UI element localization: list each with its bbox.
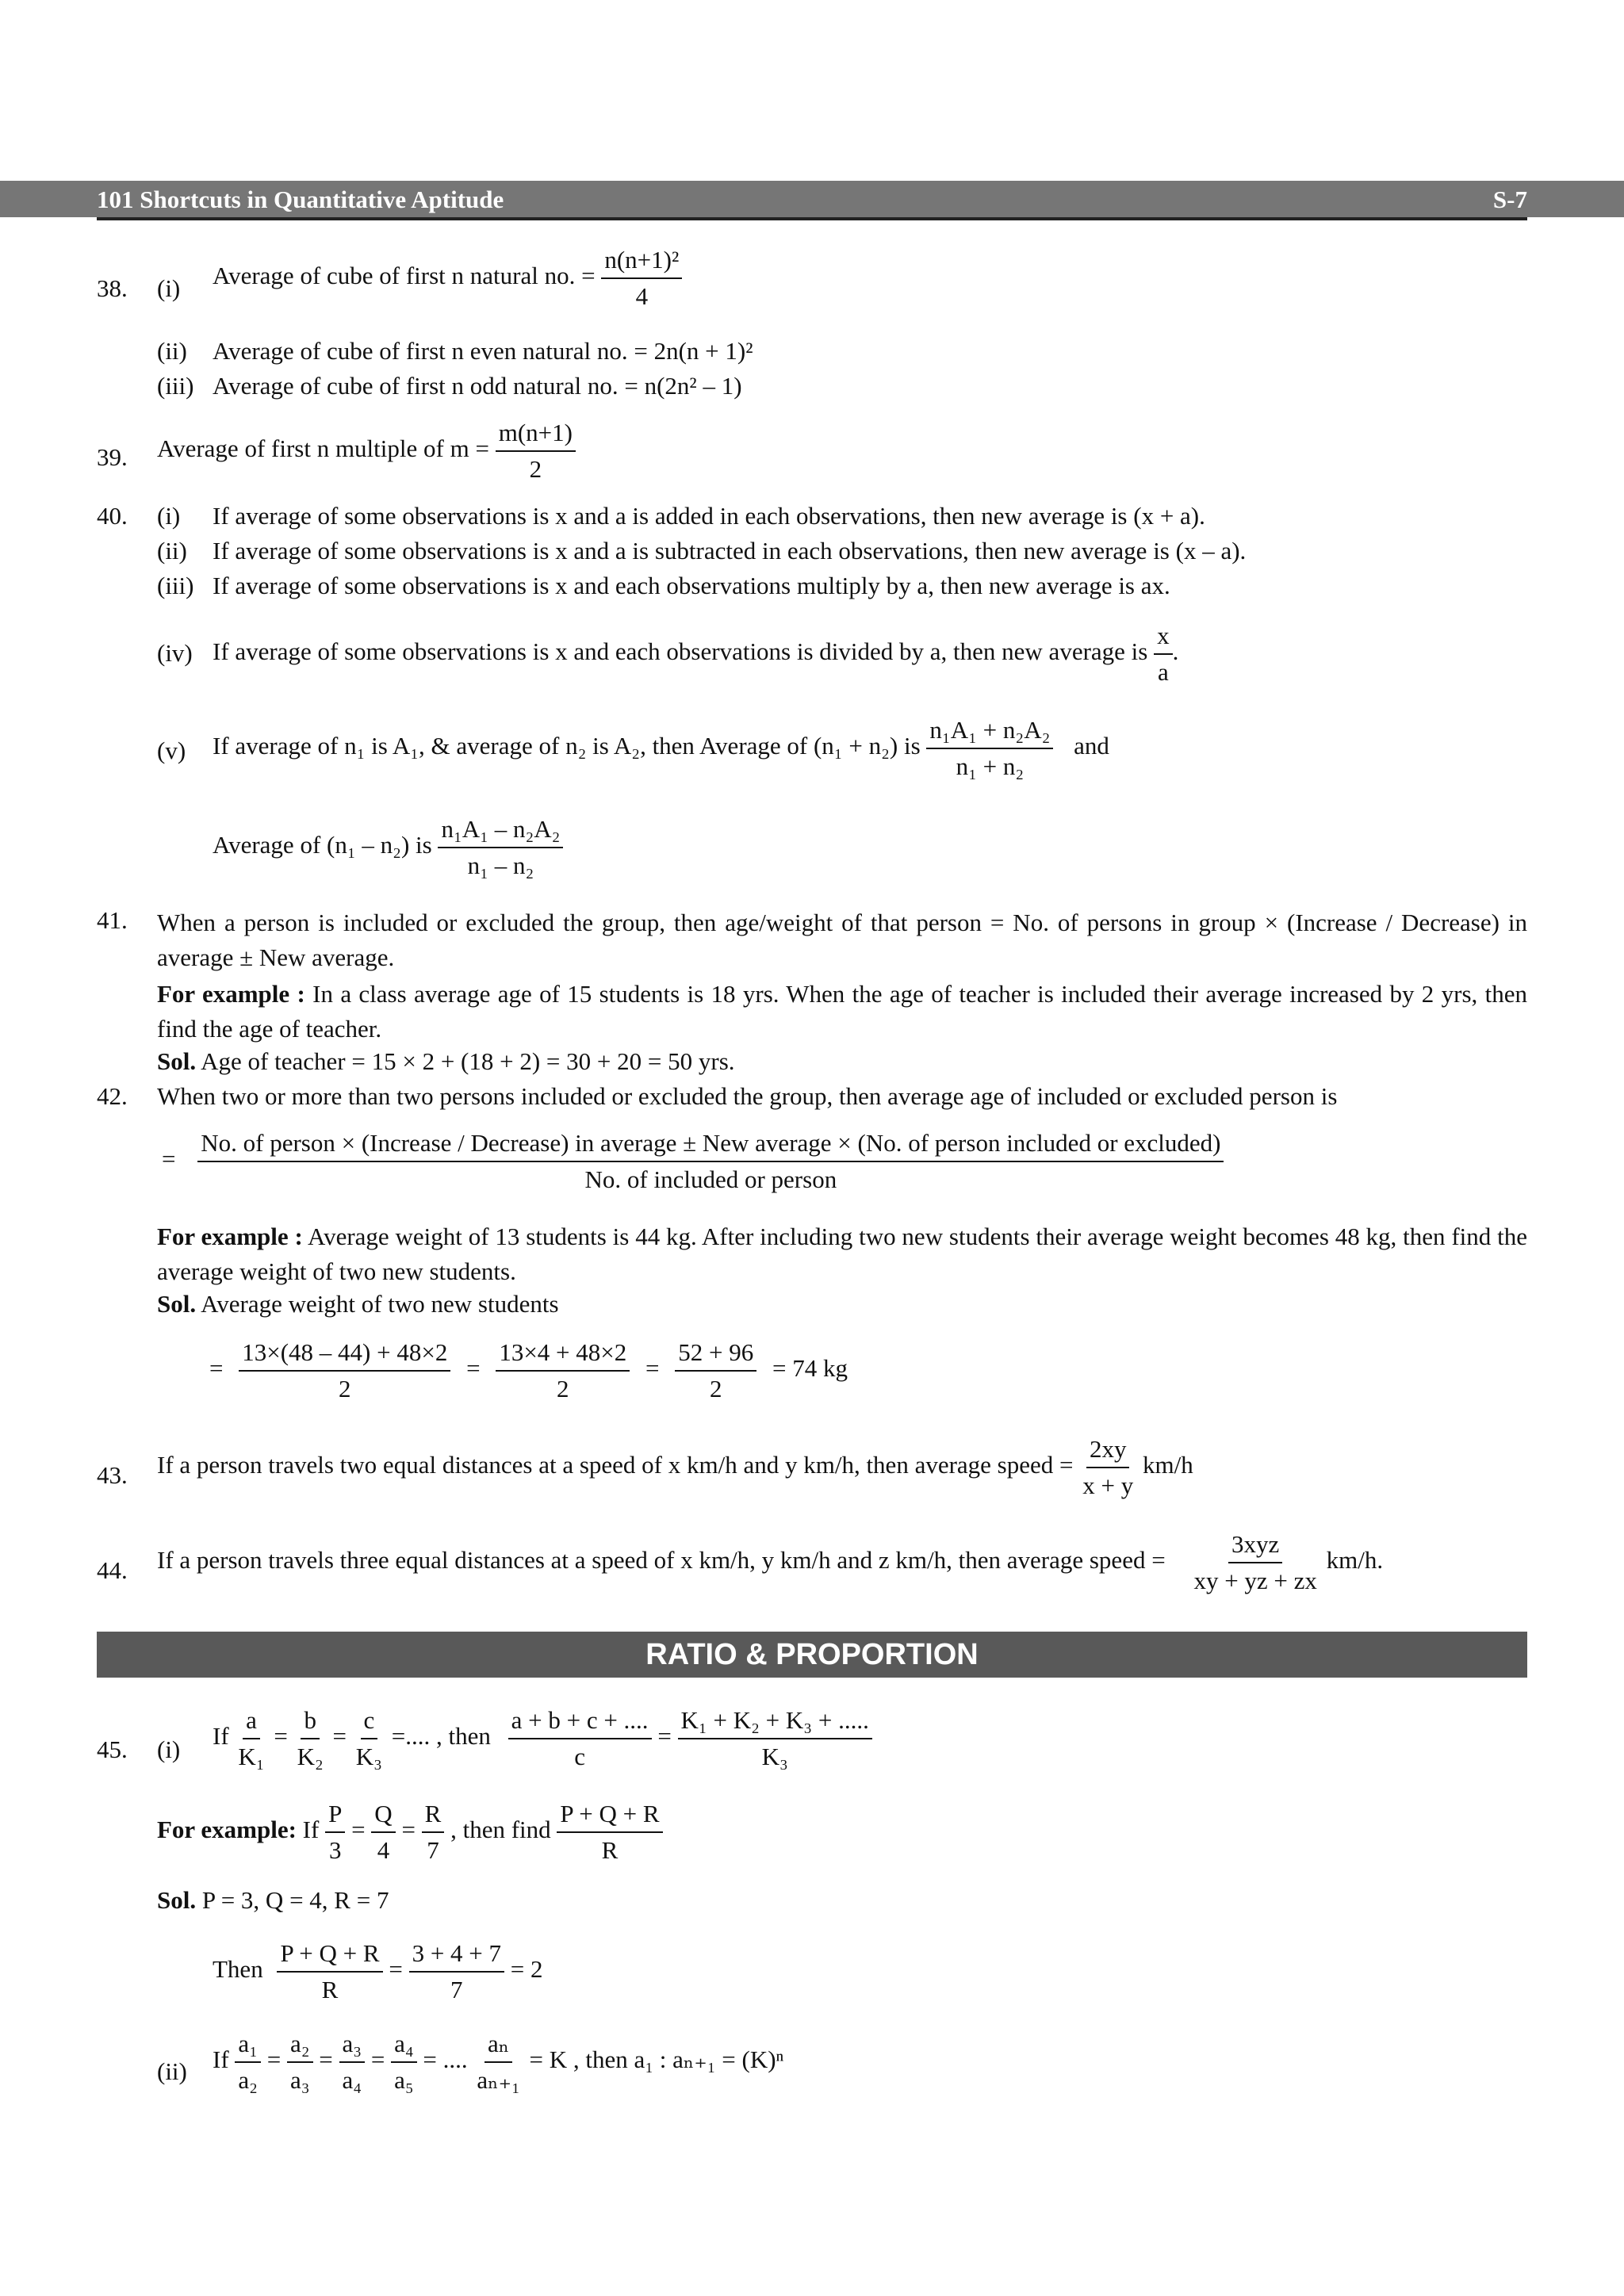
item-45-i-label: (i) [157, 1735, 181, 1763]
fraction [235, 1706, 267, 1770]
equals: = [266, 2045, 282, 2073]
item-40-v-label: (v) [157, 737, 186, 764]
item-38-i-label: (i) [157, 274, 181, 302]
denominator: K₁ [238, 1742, 265, 1770]
numerator: P + Q + R [557, 1800, 662, 1833]
denominator: aₙ₊₁ [477, 2065, 520, 2094]
denominator: 4 [377, 1835, 390, 1864]
unit: km/h. [1326, 1545, 1384, 1574]
equals: = [645, 1353, 660, 1382]
numerator: P + Q + R [277, 1939, 382, 1973]
fraction [508, 1706, 652, 1770]
fraction [675, 1338, 756, 1402]
numerator: 2xy [1086, 1435, 1130, 1468]
numerator: K₁ + K₂ + K₃ + ..... [678, 1706, 872, 1739]
solution-text: P = 3, Q = 4, R = 7 [201, 1886, 389, 1914]
denominator: n₁ – n₂ [467, 851, 534, 879]
item-38-iii-label: (iii) [157, 372, 194, 400]
if-word: If [213, 2045, 229, 2073]
item-40-v-and: and [1074, 731, 1109, 760]
fraction [1190, 1530, 1320, 1594]
item-40-iii-label: (iii) [157, 572, 194, 599]
denominator: c [574, 1742, 585, 1770]
item-44-number: 44. [97, 1556, 128, 1584]
fraction [678, 1706, 872, 1770]
fraction [287, 2030, 313, 2094]
item-39 [157, 419, 576, 483]
denominator: a₃ [289, 2065, 310, 2094]
numerator: aₙ [485, 2030, 512, 2063]
numerator: Q [371, 1800, 395, 1833]
item-45-solution [157, 1885, 389, 1916]
numerator: No. of person × (Increase / Decrease) in average ± New average × (No. of person included or excluded) [197, 1129, 1224, 1162]
item-40-iv: If average of some observations is x and each observations is divided by a, then new average is $\frac{x}{a}$ . [213, 622, 1179, 686]
solution-label: Sol. [157, 1047, 197, 1075]
item-40-v2-text: Average of (n₁ – n₂) is [213, 830, 432, 859]
fraction [339, 2030, 366, 2094]
denominator: 2 [557, 1374, 569, 1402]
item-41-solution [157, 1047, 735, 1077]
equals: = [401, 1815, 416, 1843]
item-40-iv-label: (iv) [157, 639, 193, 667]
then-word: Then [213, 1954, 263, 1983]
fraction [422, 1800, 445, 1864]
solution-text: Average weight of two new students [201, 1290, 559, 1318]
item-43 [157, 1435, 1193, 1499]
item-38-ii-text: Average of cube of first n even natural no. = 2n(n + 1)² [213, 337, 753, 365]
denominator: 7 [427, 1835, 439, 1864]
header-rule [97, 217, 1527, 220]
item-42-example [157, 1219, 1527, 1289]
item-45-then [213, 1939, 543, 2003]
solution-text: Age of teacher = 15 × 2 + (18 + 2) = 30 + 20 = 50 yrs. [201, 1047, 735, 1075]
numerator: c [361, 1706, 378, 1739]
equals: = [351, 1815, 366, 1843]
equals: = [466, 1353, 481, 1382]
denominator: 2 [710, 1374, 722, 1402]
result: = 2 [510, 1954, 543, 1983]
example-label: For example : [157, 1223, 303, 1250]
page-number: S-7 [1492, 186, 1527, 213]
fraction [277, 1939, 382, 2003]
equals: = [370, 2045, 385, 2073]
numerator: n(n+1)² [601, 246, 682, 279]
item-38-i [213, 246, 682, 310]
equals: = [209, 1353, 224, 1382]
denominator: 4 [635, 281, 649, 310]
item-45-i [213, 1706, 872, 1770]
ellipsis-then: =.... , then [391, 1721, 491, 1750]
running-header [0, 181, 1624, 217]
equals: = [657, 1721, 672, 1750]
numerator: b [301, 1706, 320, 1739]
fraction [409, 1939, 504, 2003]
example-label: For example: [157, 1815, 297, 1843]
item-41-text: When a person is included or excluded the group, then age/weight of that person = No. of persons in group × (Increase / Decrease) in average ± New average. [157, 909, 1527, 971]
denominator: x + y [1082, 1471, 1134, 1499]
item-45-ii-label: (ii) [157, 2057, 187, 2085]
denominator: No. of included or person [584, 1165, 837, 1193]
equals: = [319, 2045, 333, 2073]
denominator: a₄ [342, 2065, 362, 2094]
item-42-formula [162, 1129, 1224, 1193]
equals: = [389, 1954, 403, 1983]
denominator: n₁ + n₂ [956, 752, 1025, 780]
item-44-text: If a person travels three equal distances at a speed of x km/h, y km/h and z km/h, then average speed = [157, 1545, 1166, 1574]
denominator: a₂ [238, 2065, 258, 2094]
denominator: a [1157, 657, 1169, 686]
if-word: If [302, 1815, 320, 1843]
equals: = [162, 1144, 176, 1173]
item-39-number: 39. [97, 443, 128, 471]
fraction [391, 2030, 417, 2094]
item-40-v [213, 716, 1109, 780]
denominator: 2 [339, 1374, 351, 1402]
item-38-ii-label: (ii) [157, 337, 187, 365]
fraction [1079, 1435, 1136, 1499]
item-39-text: Average of first n multiple of m = [157, 434, 489, 462]
denominator: R [321, 1975, 339, 2003]
fraction [1154, 622, 1173, 686]
fraction [294, 1706, 327, 1770]
fraction [239, 1338, 450, 1402]
item-41-number: 41. [97, 906, 128, 934]
numerator: 3 + 4 + 7 [409, 1939, 504, 1973]
denominator: xy + yz + zx [1193, 1566, 1317, 1594]
numerator: m(n+1) [496, 419, 576, 452]
denominator: R [601, 1835, 619, 1864]
item-40-iv-text: If average of some observations is x and each observations is divided by a, then new average is [213, 637, 1148, 665]
equals: = [274, 1721, 288, 1750]
example-label: For example : [157, 980, 305, 1008]
if-word: If [213, 1721, 229, 1750]
fraction [473, 2030, 523, 2094]
section-heading: RATIO & PROPORTION [97, 1632, 1527, 1678]
denominator: K₃ [761, 1742, 788, 1770]
denominator: a₅ [394, 2065, 414, 2094]
denominator: K₃ [355, 1742, 382, 1770]
unit: km/h [1142, 1450, 1193, 1479]
numerator: 13×(48 – 44) + 48×2 [239, 1338, 450, 1372]
item-44 [157, 1530, 1383, 1594]
item-40-i-label: (i) [157, 502, 181, 530]
item-42-text: When two or more than two persons included or excluded the group, then average age of included or excluded person is [157, 1082, 1338, 1110]
numerator: a [243, 1706, 260, 1739]
fraction [353, 1706, 385, 1770]
numerator: a₄ [391, 2030, 417, 2063]
fraction [235, 2030, 261, 2094]
fraction [325, 1800, 345, 1864]
conclusion: = K , then a₁ : aₙ₊₁ = (K)ⁿ [529, 2045, 784, 2073]
item-45-number: 45. [97, 1735, 128, 1763]
item-45-example [157, 1800, 663, 1864]
numerator: n₁A₁ + n₂A₂ [926, 716, 1053, 749]
fraction [197, 1129, 1224, 1193]
item-42-number: 42. [97, 1082, 128, 1110]
ellipsis: = .... [423, 2045, 468, 2073]
numerator: a + b + c + .... [508, 1706, 652, 1739]
item-38-iii-text: Average of cube of first n odd natural no. = n(2n² – 1) [213, 372, 742, 400]
denominator: K₂ [297, 1742, 324, 1770]
numerator: x [1154, 622, 1173, 655]
numerator: a₂ [287, 2030, 313, 2063]
numerator: 52 + 96 [675, 1338, 756, 1372]
numerator: R [422, 1800, 445, 1833]
book-title: 101 Shortcuts in Quantitative Aptitude [97, 186, 504, 213]
numerator: a₃ [339, 2030, 366, 2063]
item-40-ii-text: If average of some observations is x and a is subtracted in each observations, then new average is (x – a). [213, 537, 1247, 564]
numerator: a₁ [235, 2030, 261, 2063]
item-40-v2 [213, 815, 563, 879]
item-45-ii [213, 2030, 783, 2094]
item-38-i-text: Average of cube of first n natural no. = [213, 261, 596, 289]
example-text: In a class average age of 15 students is 18 yrs. When the age of teacher is included their average increased by 2 yrs, then find the age of teacher. [157, 980, 1527, 1043]
numerator: 3xyz [1228, 1530, 1282, 1563]
fraction [557, 1800, 662, 1864]
item-40-number: 40. [97, 502, 128, 530]
equals: = [332, 1721, 347, 1750]
fraction [926, 716, 1053, 780]
item-40-i-text: If average of some observations is x and a is added in each observations, then new average is (x + a). [213, 502, 1205, 530]
fraction [438, 815, 563, 879]
item-40-v-text: If average of n₁ is A₁, & average of n₂ is A₂, then Average of (n₁ + n₂) is [213, 731, 921, 760]
then-find: , then find [450, 1815, 551, 1843]
fraction [496, 419, 576, 483]
numerator: P [325, 1800, 345, 1833]
denominator: 2 [529, 454, 542, 483]
denominator: 7 [450, 1975, 463, 2003]
item-43-number: 43. [97, 1461, 128, 1489]
item-42-solution [157, 1289, 559, 1320]
item-42-working [209, 1338, 848, 1402]
fraction [496, 1338, 630, 1402]
item-40-ii-label: (ii) [157, 537, 187, 564]
fraction [371, 1800, 395, 1864]
item-43-text: If a person travels two equal distances at a speed of x km/h and y km/h, then average speed = [157, 1450, 1074, 1479]
solution-label: Sol. [157, 1290, 197, 1318]
item-40-iii-text: If average of some observations is x and each observations multiply by a, then new average is ax. [213, 572, 1170, 599]
fraction [601, 246, 682, 310]
numerator: 13×4 + 48×2 [496, 1338, 630, 1372]
solution-label: Sol. [157, 1886, 197, 1914]
item-41-example [157, 977, 1527, 1047]
example-text: Average weight of 13 students is 44 kg. After including two new students their average weight becomes 48 kg, then find the average weight of two new students. [157, 1223, 1528, 1285]
numerator: n₁A₁ – n₂A₂ [438, 815, 563, 848]
item-38-number: 38. [97, 274, 128, 302]
denominator: 3 [328, 1835, 342, 1864]
result: = 74 kg [772, 1353, 848, 1382]
